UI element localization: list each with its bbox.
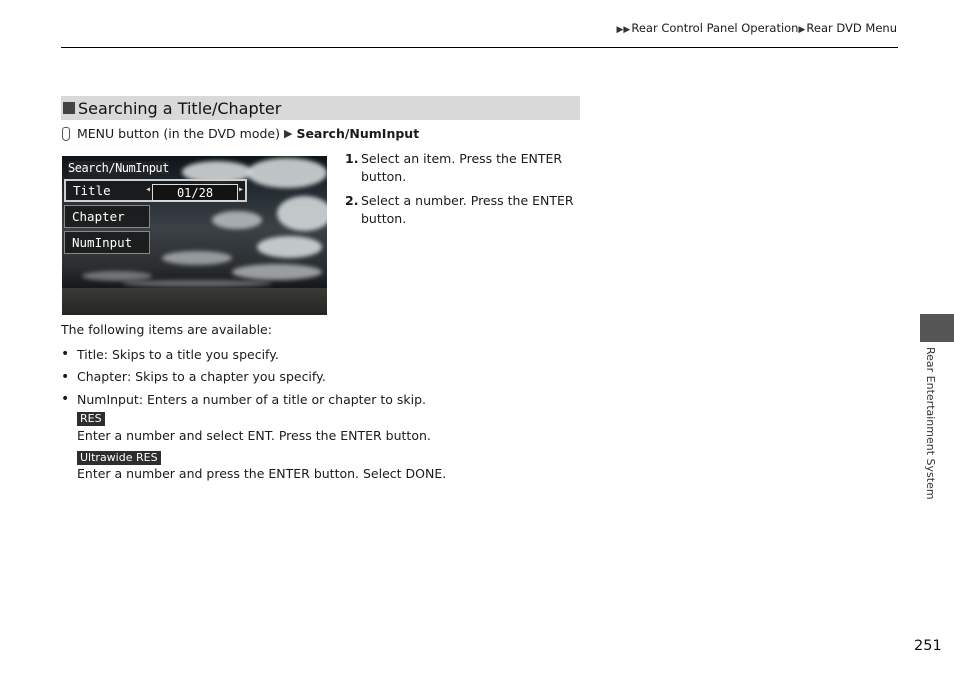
- breadcrumb-item: Rear DVD Menu: [806, 21, 897, 35]
- header-divider: [61, 47, 898, 48]
- ultrawide-res-tag: Ultrawide RES: [77, 451, 161, 465]
- step-number: 1.: [345, 151, 359, 166]
- osd-title-value: 01/28: [152, 184, 238, 201]
- list-item: [61, 366, 426, 389]
- step-text: Select a number. Press the ENTER button.: [361, 193, 574, 226]
- section-title: Searching a Title/Chapter: [78, 98, 282, 118]
- breadcrumb-item: Rear Control Panel Operation: [631, 21, 799, 35]
- ground: [62, 288, 327, 315]
- res-note: Enter a number and select ENT. Press the ENTER button.: [77, 428, 431, 443]
- triangle-right-icon: ▶▶: [616, 25, 631, 35]
- step-text: Select an item. Press the ENTER button.: [361, 151, 563, 184]
- osd-item-label: NumInput: [72, 235, 133, 250]
- bullet-term: Chapter: [77, 369, 127, 385]
- chevron-right-icon: ▸: [238, 184, 245, 195]
- square-bullet-icon: [63, 102, 75, 114]
- bullet-desc: : Skips to a title you specify.: [103, 346, 279, 362]
- osd-item-label: Chapter: [72, 209, 125, 224]
- osd-item-title: [64, 179, 247, 202]
- bullet-icon: •: [61, 346, 70, 363]
- section-header: [61, 96, 580, 120]
- bullet-icon: •: [61, 391, 70, 408]
- list-item: [61, 343, 426, 366]
- bullet-term: NumInput: [77, 391, 139, 407]
- menu-path-prefix: MENU button (in the DVD mode): [77, 126, 280, 141]
- res-tag: RES: [77, 412, 105, 426]
- menu-path-target: Search/NumInput: [296, 126, 420, 141]
- list-item: [61, 388, 426, 411]
- breadcrumb: [617, 21, 897, 35]
- menu-path: [61, 126, 419, 141]
- triangle-right-icon: ▶: [798, 25, 806, 35]
- step-item: [345, 150, 585, 185]
- osd-item-label: Title: [73, 183, 111, 198]
- intro-text: The following items are available:: [61, 322, 272, 337]
- dvd-menu-screenshot: [62, 156, 327, 315]
- reference-icon: [62, 127, 70, 141]
- ultrawide-res-note: Enter a number and press the ENTER button. Select DONE.: [77, 466, 447, 481]
- chapter-label: Rear Entertainment System: [924, 347, 937, 500]
- arrow-right-icon: ▶: [283, 127, 293, 140]
- bullet-term: Title: [77, 346, 104, 362]
- step-item: [345, 192, 585, 227]
- chapter-tab: [920, 314, 954, 342]
- osd-title: Search/NumInput: [68, 161, 169, 175]
- steps-list: [345, 150, 585, 234]
- bullet-icon: •: [61, 368, 70, 385]
- step-number: 2.: [345, 193, 359, 208]
- bullet-list: [61, 343, 426, 411]
- page-number: 251: [914, 638, 942, 654]
- osd-item-chapter: [64, 205, 150, 228]
- osd-item-numinput: [64, 231, 150, 254]
- bullet-desc: : Skips to a chapter you specify.: [126, 369, 326, 385]
- chevron-left-icon: ◂: [145, 184, 152, 195]
- bullet-desc: : Enters a number of a title or chapter to skip.: [138, 391, 427, 407]
